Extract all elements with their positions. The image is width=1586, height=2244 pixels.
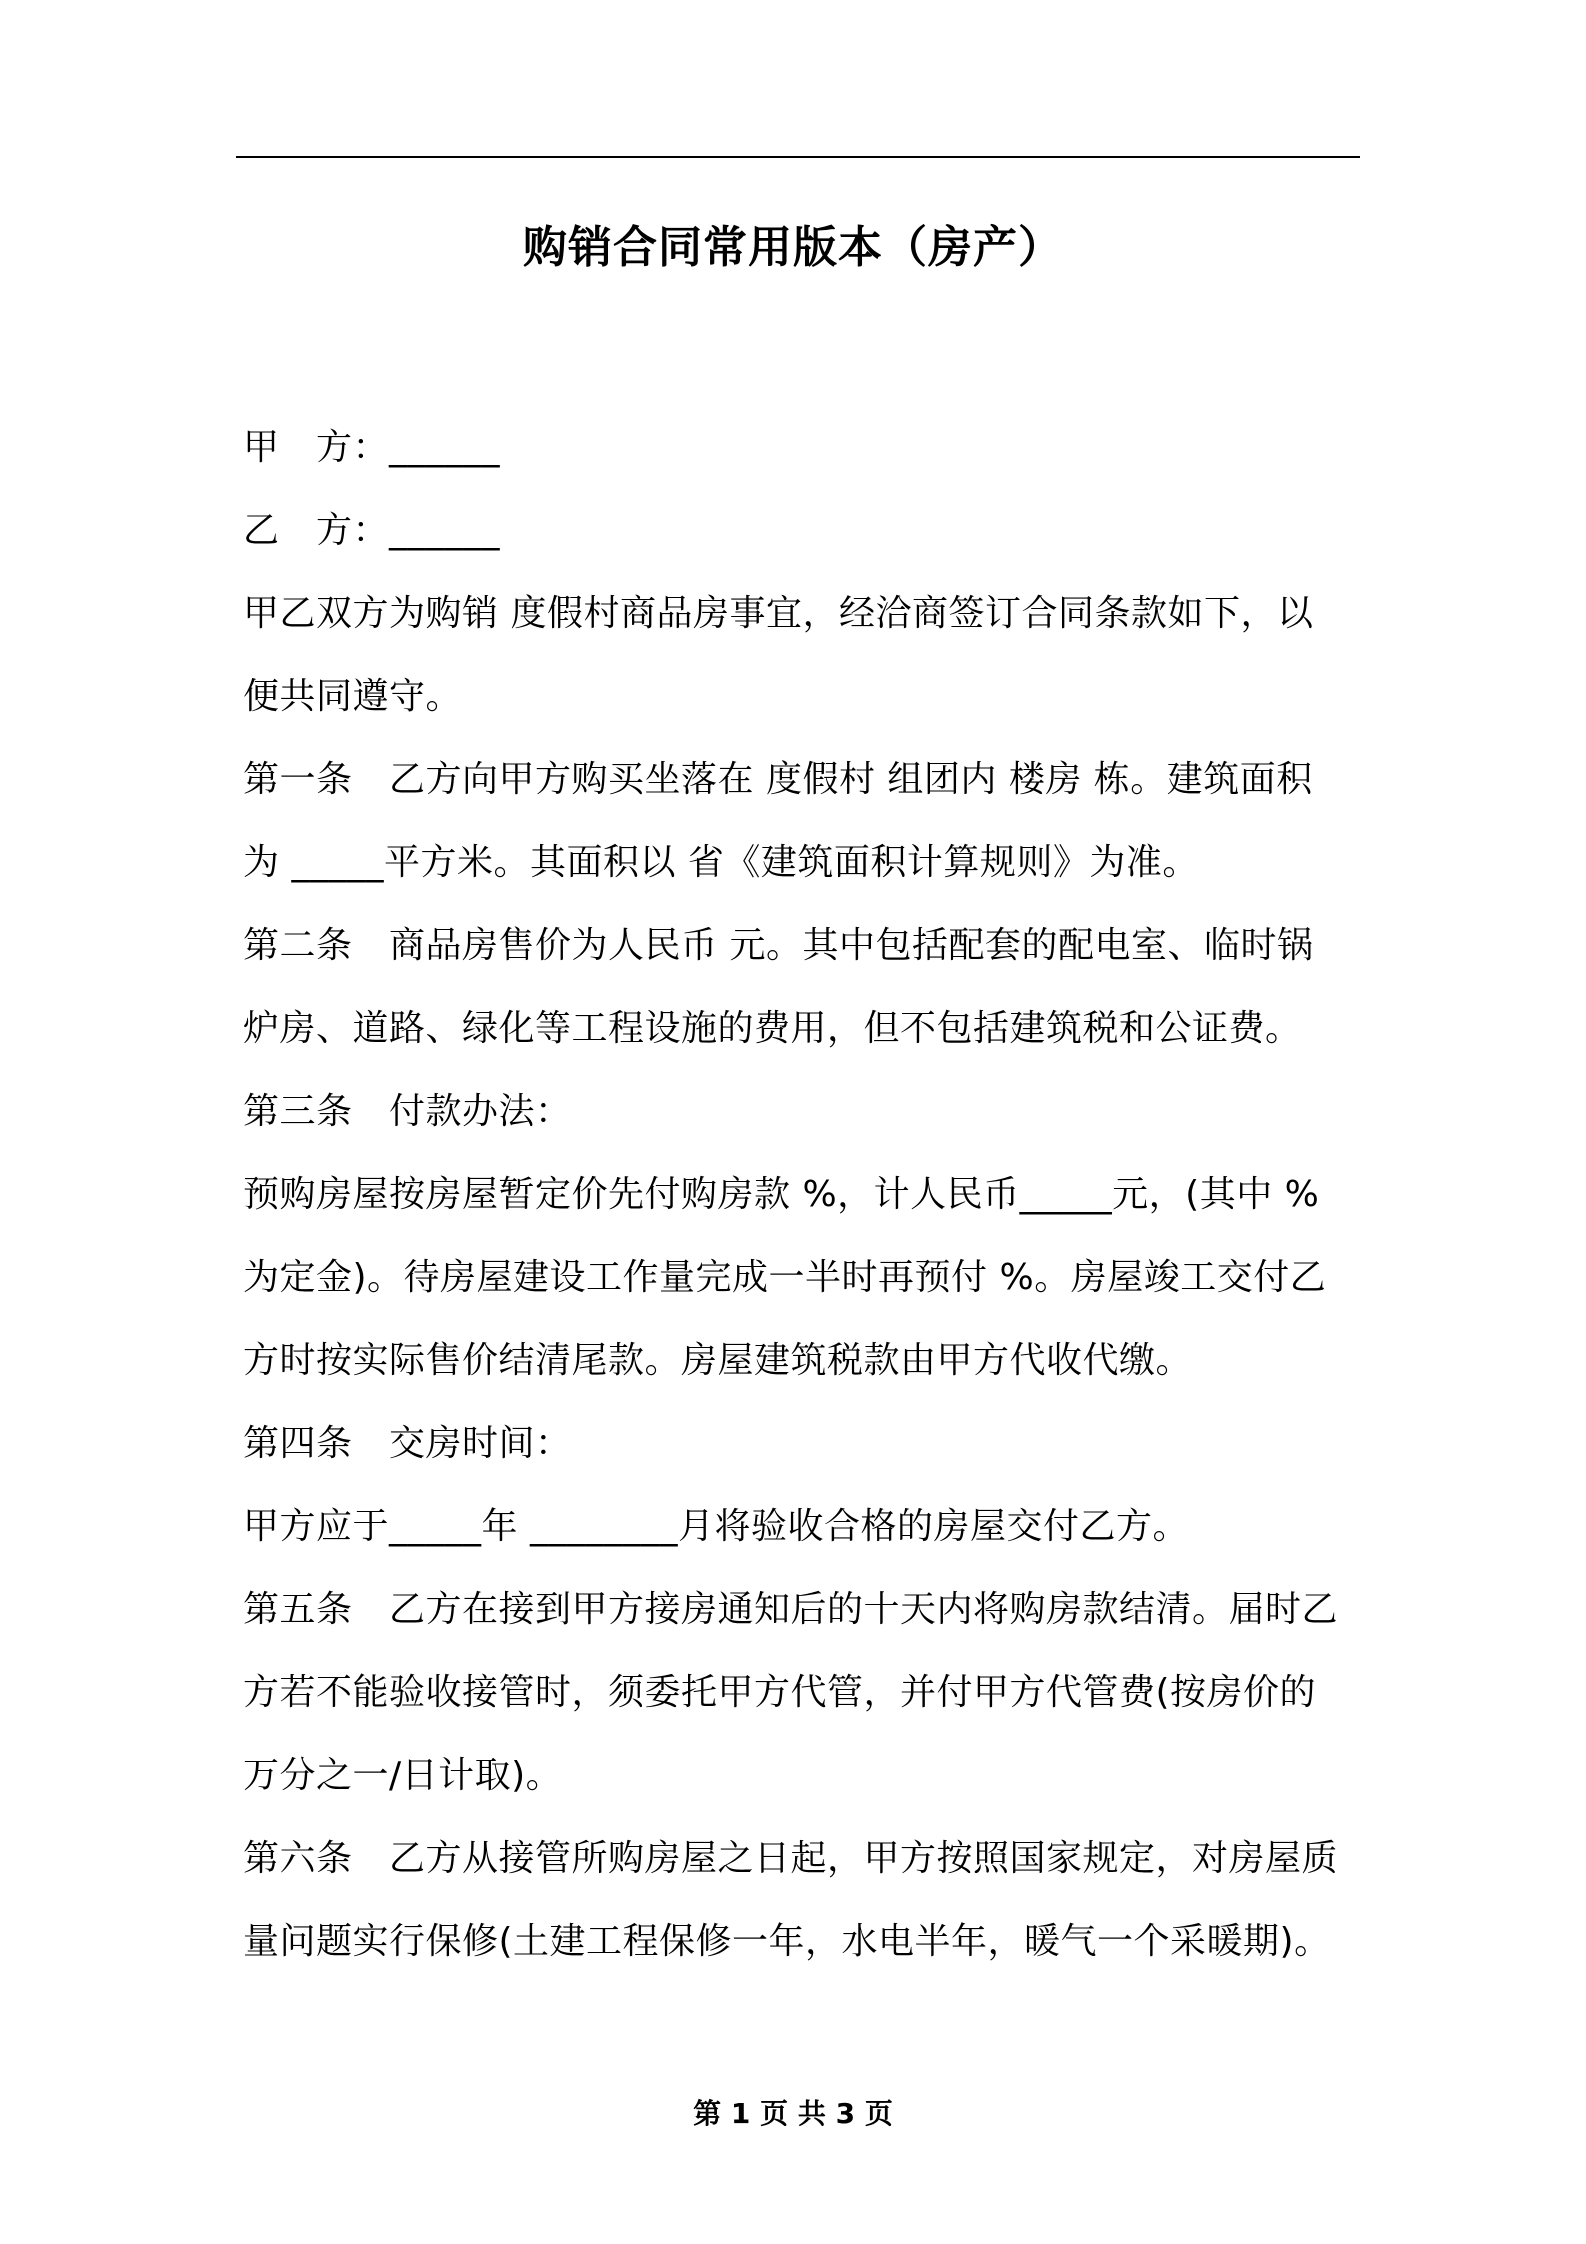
party-b-line: 乙 方：______: [243, 510, 501, 551]
article-5-line: 方若不能验收接管时，须委托甲方代管，并付甲方代管费(按房价的: [243, 1672, 1317, 1713]
header-rule: [236, 156, 1360, 158]
article-2-line: 炉房、道路、绿化等工程设施的费用，但不包括建筑税和公证费。: [243, 1008, 1302, 1049]
article-5-line: 第五条 乙方在接到甲方接房通知后的十天内将购房款结清。届时乙: [243, 1589, 1339, 1630]
article-4-heading: 第四条 交房时间：: [243, 1423, 572, 1464]
article-3-line: 预购房屋按房屋暂定价先付购房款 %，计人民币_____元，(其中 %: [243, 1174, 1320, 1215]
article-3-heading: 第三条 付款办法：: [243, 1091, 572, 1132]
article-6-line: 第六条 乙方从接管所购房屋之日起，甲方按照国家规定，对房屋质: [243, 1838, 1339, 1879]
article-1-line: 为 _____平方米。其面积以 省《建筑面积计算规则》为准。: [243, 842, 1199, 883]
article-3-line: 为定金)。待房屋建设工作量完成一半时再预付 %。房屋竣工交付乙: [243, 1257, 1327, 1298]
article-2-line: 第二条 商品房售价为人民币 元。其中包括配套的配电室、临时锅: [243, 925, 1314, 966]
article-6-line: 量问题实行保修(土建工程保修一年，水电半年，暖气一个采暖期)。: [243, 1921, 1331, 1962]
article-3-line: 方时按实际售价结清尾款。房屋建筑税款由甲方代收代缴。: [243, 1340, 1193, 1381]
preamble-line: 甲乙双方为购销 度假村商品房事宜，经洽商签订合同条款如下，以: [243, 593, 1314, 634]
document-title: 购销合同常用版本（房产）: [523, 222, 1063, 273]
preamble-line: 便共同遵守。: [243, 676, 463, 717]
document-body: [243, 406, 1358, 1983]
article-1-line: 第一条 乙方向甲方购买坐落在 度假村 组团内 楼房 栋。建筑面积: [243, 759, 1313, 800]
party-a-line: 甲 方：______: [243, 427, 501, 468]
article-5-line: 万分之一/日计取)。: [243, 1755, 563, 1796]
article-4-line: 甲方应于_____年 ________月将验收合格的房屋交付乙方。: [243, 1506, 1189, 1547]
page-number: 第 1 页 共 3 页: [693, 2097, 893, 2130]
